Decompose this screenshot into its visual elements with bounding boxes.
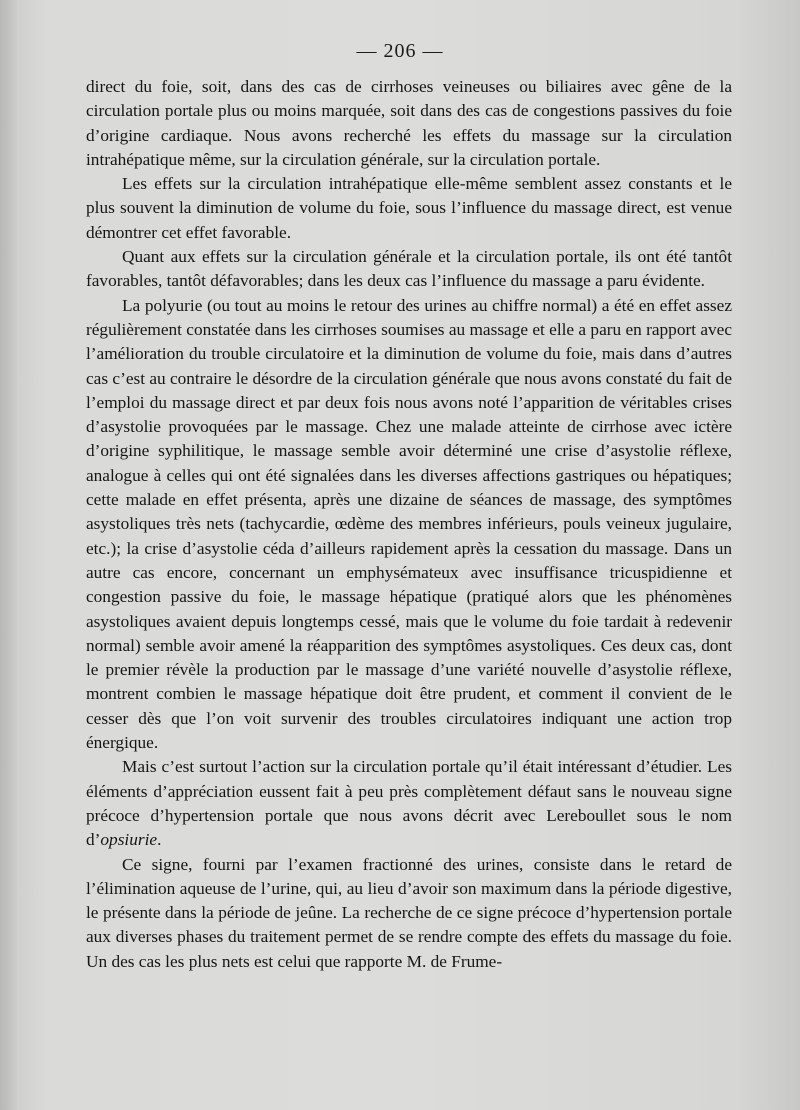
page-binding-shadow xyxy=(0,0,18,1110)
paragraph-1: direct du foie, soit, dans des cas de cirrhoses veineuses ou biliaires avec gêne de la circulation portale plus ou moins marquée, soit dans des cas de congestions passives du foie d’origine cardiaque. Nous avons recherché les effets du massage sur la circulation intrahépatique même, sur la circulation générale, sur la circulation portale. xyxy=(86,77,732,169)
paragraph-5-end: . xyxy=(157,830,162,850)
paragraph-6: Ce signe, fourni par l’examen fractionné des urines, consiste dans le retard de l’élimination aqueuse de l’urine, qui, au lieu d’avoir son maximum dans la période digestive, le présente dans la période de jeûne. La recherche de ce signe précoce d’hypertension portale aux diverses phases du traitement permet de se rendre compte des effets du massage du foie. Un des cas les plus nets est celui que rapporte M. de Frume- xyxy=(86,854,732,971)
paragraph-3: Quant aux effets sur la circulation générale et la circulation portale, ils ont été tantôt favorables, tantôt défavorables; dans les deux cas l’influence du massage a paru évidente. xyxy=(86,247,732,291)
page-number: — 206 — xyxy=(356,40,444,62)
paragraph-5-text: Mais c’est surtout l’action sur la circulation portale qu’il était intéressant d’étudier. Les éléments d’appréciation eussent fait à peu près complètement défaut sans le nouveau signe précoce d’hypertension portale que nous avons décrit avec Lereboullet sous le nom d’ xyxy=(86,757,732,850)
body-text xyxy=(86,75,732,974)
term-opsiurie: opsiurie xyxy=(100,830,158,850)
paragraph-2: Les effets sur la circulation intrahépatique elle-même semblent assez constants et le plus souvent la diminution de volume du foie, sous l’influence du massage direct, est venue démontrer cet effet favorable. xyxy=(86,174,732,242)
paragraph-4: La polyurie (ou tout au moins le retour des urines au chiffre normal) a été en effet assez régulièrement constatée dans les cirrhoses soumises au massage et elle a paru en rapport avec l’amélioration du trouble circulatoire et la diminution de volume du foie, mais dans d’autres cas c’est au contraire le désordre de la circulation générale que nous avons constaté du fait de l’emploi du massage direct et par deux fois nous avons noté l’apparition de véritables crises d’asystolie provoquées par le massage. Chez une malade atteinte de cirrhose avec ictère d’origine syphilitique, le massage semble avoir déterminé une crise d’asystolie réflexe, analogue à celles qui ont été signalées dans les diverses affections gastriques ou hépatiques; cette malade en effet présenta, après une dizaine de séances de massage, des symptômes asystoliques très nets (tachycardie, œdème des membres inférieurs, pouls veineux jugulaire, etc.); la crise d’asystolie céda d’ailleurs rapidement après la cessation du massage. Dans un autre cas encore, concernant un emphysémateux avec insuffisance tricuspidienne et congestion passive du foie, le massage hépatique (pratiqué alors que les phénomènes asystoliques avaient depuis longtemps cessé, mais que le volume du foie tardait à redevenir normal) semble avoir amené la réapparition des symptômes asystoliques. Ces deux cas, dont le premier révèle la production par le massage d’une variété nouvelle d’asystolie réflexe, montrent combien le massage hépatique doit être prudent, et comment il convient de le cesser dès que l’on voit survenir des troubles circulatoires indiquant une action trop énergique. xyxy=(86,295,732,753)
paragraph-5 xyxy=(86,755,732,852)
